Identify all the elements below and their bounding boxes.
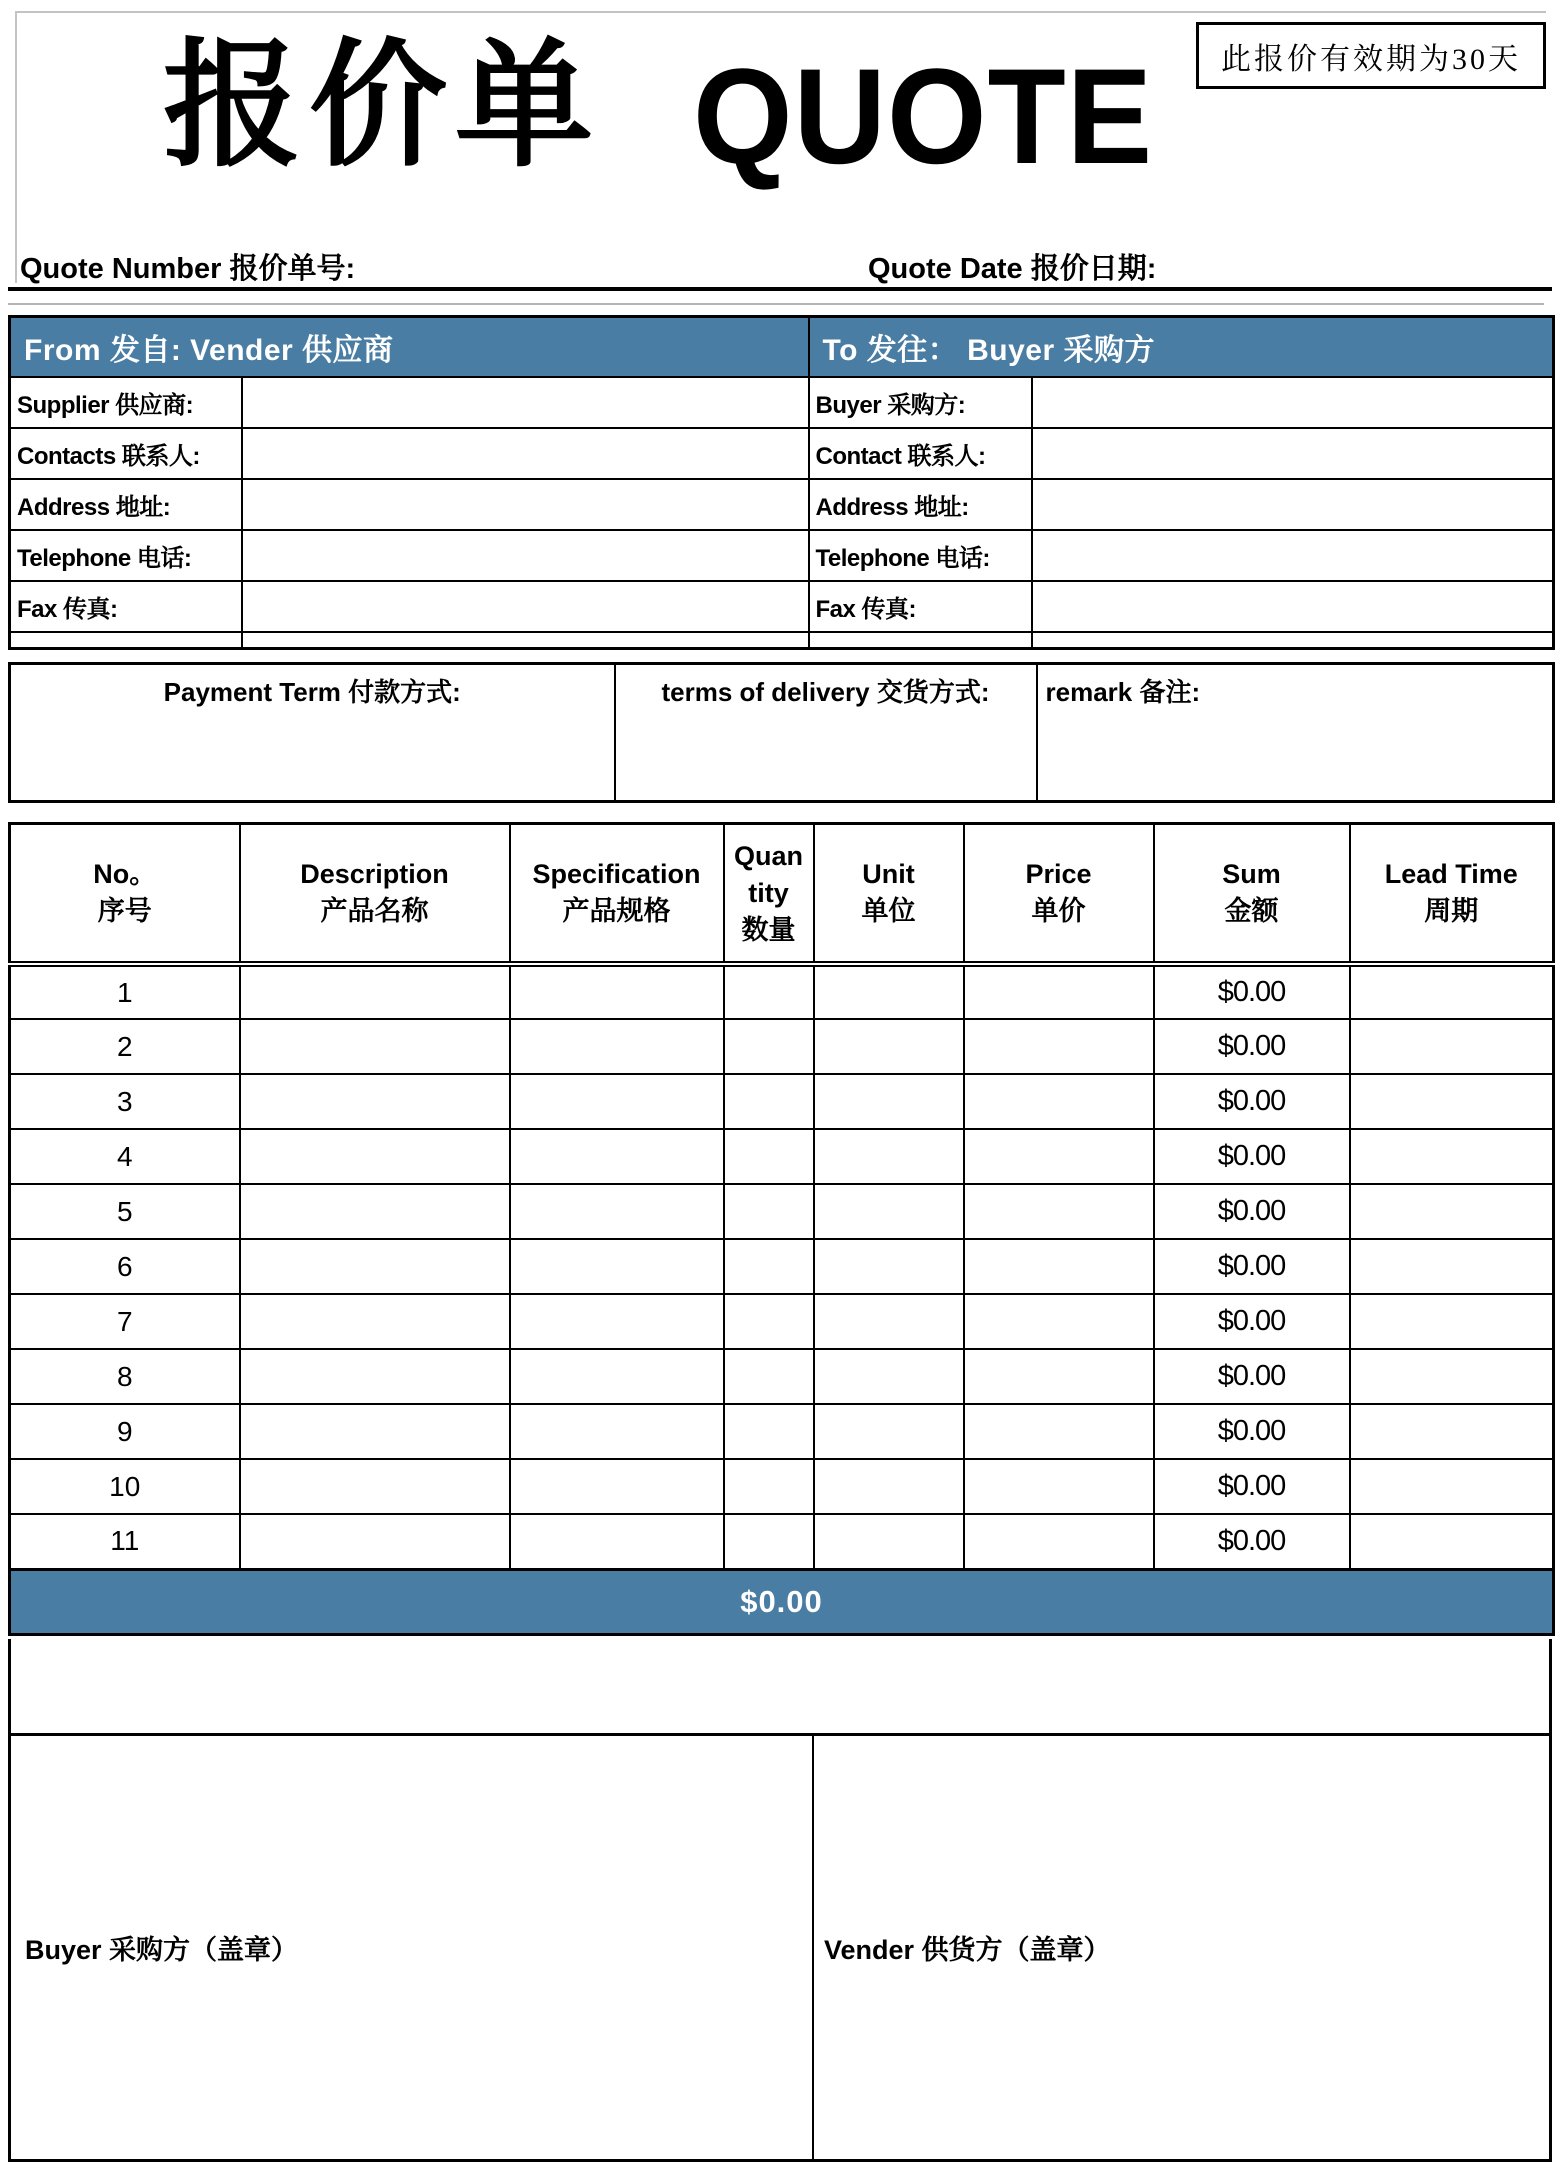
item-no: 10 [10, 1459, 240, 1514]
to-row-value-cell[interactable] [1032, 428, 1554, 479]
item-sum-cell: $0.00 [1154, 1404, 1350, 1459]
delivery-term-cell[interactable]: terms of delivery 交货方式: [615, 664, 1037, 802]
item-leadtime-cell[interactable] [1350, 1184, 1554, 1239]
item-row [10, 1349, 1554, 1404]
item-price-cell[interactable] [964, 1514, 1154, 1569]
to-row-label: Contact 联系人: [809, 428, 1032, 479]
party-row [10, 428, 1554, 479]
item-price-cell[interactable] [964, 1074, 1154, 1129]
item-price-cell[interactable] [964, 1184, 1154, 1239]
item-price-cell[interactable] [964, 1294, 1154, 1349]
item-quantity-cell[interactable] [724, 1074, 814, 1129]
validity-note-box: 此报价有效期为30天 [1196, 22, 1546, 89]
item-unit-cell[interactable] [814, 1294, 964, 1349]
to-row-value-cell[interactable] [1032, 530, 1554, 581]
item-description-cell[interactable] [240, 1294, 510, 1349]
to-row-label: Address 地址: [809, 479, 1032, 530]
from-row-value-cell[interactable] [242, 581, 809, 632]
item-specification-cell[interactable] [510, 1074, 724, 1129]
item-price-cell[interactable] [964, 1019, 1154, 1074]
from-row-label: Address 地址: [10, 479, 242, 530]
item-row [10, 1019, 1554, 1074]
item-leadtime-cell[interactable] [1350, 1514, 1554, 1569]
party-row [10, 530, 1554, 581]
empty-band [8, 1639, 1552, 1733]
item-sum-cell: $0.00 [1154, 1459, 1350, 1514]
item-no: 5 [10, 1184, 240, 1239]
item-quantity-cell[interactable] [724, 1129, 814, 1184]
item-unit-cell[interactable] [814, 1404, 964, 1459]
column-header-unit: Unit 单位 [814, 824, 964, 965]
item-leadtime-cell[interactable] [1350, 1404, 1554, 1459]
to-row-value-cell[interactable] [1032, 479, 1554, 530]
item-unit-cell[interactable] [814, 1074, 964, 1129]
item-quantity-cell[interactable] [724, 964, 814, 1019]
parties-header-row [10, 317, 1554, 377]
terms-row [10, 664, 1554, 802]
item-unit-cell[interactable] [814, 1514, 964, 1569]
items-header-row [10, 824, 1554, 965]
item-no: 8 [10, 1349, 240, 1404]
left-guide-line [15, 11, 17, 283]
item-unit-cell[interactable] [814, 964, 964, 1019]
item-unit-cell[interactable] [814, 1349, 964, 1404]
item-row [10, 1184, 1554, 1239]
item-no: 4 [10, 1129, 240, 1184]
vendor-stamp-area[interactable]: Vender 供货方（盖章） [824, 1935, 1111, 1965]
item-specification-cell[interactable] [510, 964, 724, 1019]
total-row [10, 1569, 1554, 1634]
item-description-cell[interactable] [240, 1349, 510, 1404]
item-description-cell[interactable] [240, 1129, 510, 1184]
item-quantity-cell[interactable] [724, 1019, 814, 1074]
item-specification-cell[interactable] [510, 1019, 724, 1074]
item-price-cell[interactable] [964, 1129, 1154, 1184]
item-description-cell[interactable] [240, 1459, 510, 1514]
item-quantity-cell[interactable] [724, 1349, 814, 1404]
item-unit-cell[interactable] [814, 1184, 964, 1239]
terms-table [8, 662, 1555, 803]
from-row-value-cell[interactable] [242, 530, 809, 581]
column-header-no: No。 序号 [10, 824, 240, 965]
from-row-label: Fax 传真: [10, 581, 242, 632]
item-description-cell[interactable] [240, 1074, 510, 1129]
item-sum-cell: $0.00 [1154, 1349, 1350, 1404]
item-sum-cell: $0.00 [1154, 1294, 1350, 1349]
item-quantity-cell[interactable] [724, 1239, 814, 1294]
item-description-cell[interactable] [240, 1514, 510, 1569]
item-leadtime-cell[interactable] [1350, 1074, 1554, 1129]
to-row-label: Fax 传真: [809, 581, 1032, 632]
item-sum-cell: $0.00 [1154, 1129, 1350, 1184]
item-quantity-cell[interactable] [724, 1404, 814, 1459]
item-price-cell[interactable] [964, 1459, 1154, 1514]
item-description-cell[interactable] [240, 1019, 510, 1074]
column-header-lead-time: Lead Time 周期 [1350, 824, 1554, 965]
to-row-value-cell[interactable] [1032, 377, 1554, 428]
to-row-label: Telephone 电话: [809, 530, 1032, 581]
item-sum-cell: $0.00 [1154, 1019, 1350, 1074]
column-header-sum: Sum 金额 [1154, 824, 1350, 965]
remark-cell[interactable]: remark 备注: [1037, 664, 1554, 802]
item-quantity-cell[interactable] [724, 1459, 814, 1514]
item-specification-cell[interactable] [510, 1184, 724, 1239]
parties-spacer-row [10, 632, 1554, 649]
item-specification-cell[interactable] [510, 1349, 724, 1404]
item-unit-cell[interactable] [814, 1019, 964, 1074]
item-sum-cell: $0.00 [1154, 1184, 1350, 1239]
item-row [10, 1459, 1554, 1514]
item-sum-cell: $0.00 [1154, 1074, 1350, 1129]
item-price-cell[interactable] [964, 1239, 1154, 1294]
page-title-zh: 报价单 [163, 29, 602, 183]
item-unit-cell[interactable] [814, 1239, 964, 1294]
item-sum-cell: $0.00 [1154, 1239, 1350, 1294]
item-specification-cell[interactable] [510, 1459, 724, 1514]
spacer-cell [242, 632, 809, 649]
party-row [10, 581, 1554, 632]
item-leadtime-cell[interactable] [1350, 1239, 1554, 1294]
item-leadtime-cell[interactable] [1350, 1294, 1554, 1349]
column-header-specification: Specification 产品规格 [510, 824, 724, 965]
item-no: 3 [10, 1074, 240, 1129]
column-header-description: Description 产品名称 [240, 824, 510, 965]
item-unit-cell[interactable] [814, 1459, 964, 1514]
item-no: 7 [10, 1294, 240, 1349]
item-price-cell[interactable] [964, 964, 1154, 1019]
items-table [8, 822, 1555, 1636]
buyer-stamp-area[interactable]: Buyer 采购方（盖章） [11, 1736, 814, 2159]
item-row [10, 1129, 1554, 1184]
item-row [10, 964, 1554, 1019]
party-row [10, 377, 1554, 428]
item-price-cell[interactable] [964, 1404, 1154, 1459]
item-no: 11 [10, 1514, 240, 1569]
spacer-cell [10, 632, 242, 649]
item-specification-cell[interactable] [510, 1404, 724, 1459]
item-leadtime-cell[interactable] [1350, 1349, 1554, 1404]
item-row [10, 1074, 1554, 1129]
column-header-quan-tity: Quan tity 数量 [724, 824, 814, 965]
item-specification-cell[interactable] [510, 1239, 724, 1294]
from-row-label: Supplier 供应商: [10, 377, 242, 428]
top-guide-line [16, 11, 1546, 13]
party-row [10, 479, 1554, 530]
payment-term-cell[interactable]: Payment Term 付款方式: [10, 664, 615, 802]
item-unit-cell[interactable] [814, 1129, 964, 1184]
item-row [10, 1514, 1554, 1569]
parties-table [8, 315, 1555, 650]
item-row [10, 1404, 1554, 1459]
item-no: 9 [10, 1404, 240, 1459]
spacer-cell [1032, 632, 1554, 649]
item-description-cell[interactable] [240, 964, 510, 1019]
item-description-cell[interactable] [240, 1184, 510, 1239]
item-sum-cell: $0.00 [1154, 1514, 1350, 1569]
item-description-cell[interactable] [240, 1239, 510, 1294]
item-no: 6 [10, 1239, 240, 1294]
item-price-cell[interactable] [964, 1349, 1154, 1404]
item-quantity-cell[interactable] [724, 1514, 814, 1569]
from-row-label: Contacts 联系人: [10, 428, 242, 479]
item-sum-cell: $0.00 [1154, 964, 1350, 1019]
item-leadtime-cell[interactable] [1350, 1019, 1554, 1074]
from-row-value-cell[interactable] [242, 479, 809, 530]
from-header: From 发自: Vender 供应商 [10, 317, 809, 377]
to-row-label: Buyer 采购方: [809, 377, 1032, 428]
item-leadtime-cell[interactable] [1350, 1129, 1554, 1184]
quote-number-label: Quote Number 报价单号: [20, 253, 356, 285]
to-row-value-cell[interactable] [1032, 581, 1554, 632]
header-divider-line [8, 287, 1552, 291]
column-header-price: Price 单价 [964, 824, 1154, 965]
item-leadtime-cell[interactable] [1350, 1459, 1554, 1514]
item-specification-cell[interactable] [510, 1294, 724, 1349]
item-no: 1 [10, 964, 240, 1019]
page-title-en: QUOTE [693, 41, 1154, 193]
item-description-cell[interactable] [240, 1404, 510, 1459]
total-sum: $0.00 [10, 1569, 1554, 1634]
item-row [10, 1294, 1554, 1349]
from-row-label: Telephone 电话: [10, 530, 242, 581]
spacer-cell [809, 632, 1032, 649]
item-quantity-cell[interactable] [724, 1184, 814, 1239]
quote-date-label: Quote Date 报价日期: [868, 253, 1157, 285]
item-quantity-cell[interactable] [724, 1294, 814, 1349]
signature-section [8, 1733, 1552, 2162]
item-specification-cell[interactable] [510, 1129, 724, 1184]
from-row-value-cell[interactable] [242, 377, 809, 428]
item-leadtime-cell[interactable] [1350, 964, 1554, 1019]
item-no: 2 [10, 1019, 240, 1074]
item-row [10, 1239, 1554, 1294]
item-specification-cell[interactable] [510, 1514, 724, 1569]
gray-divider-line [8, 303, 1544, 305]
to-header: To 发往： Buyer 采购方 [809, 317, 1554, 377]
from-row-value-cell[interactable] [242, 428, 809, 479]
